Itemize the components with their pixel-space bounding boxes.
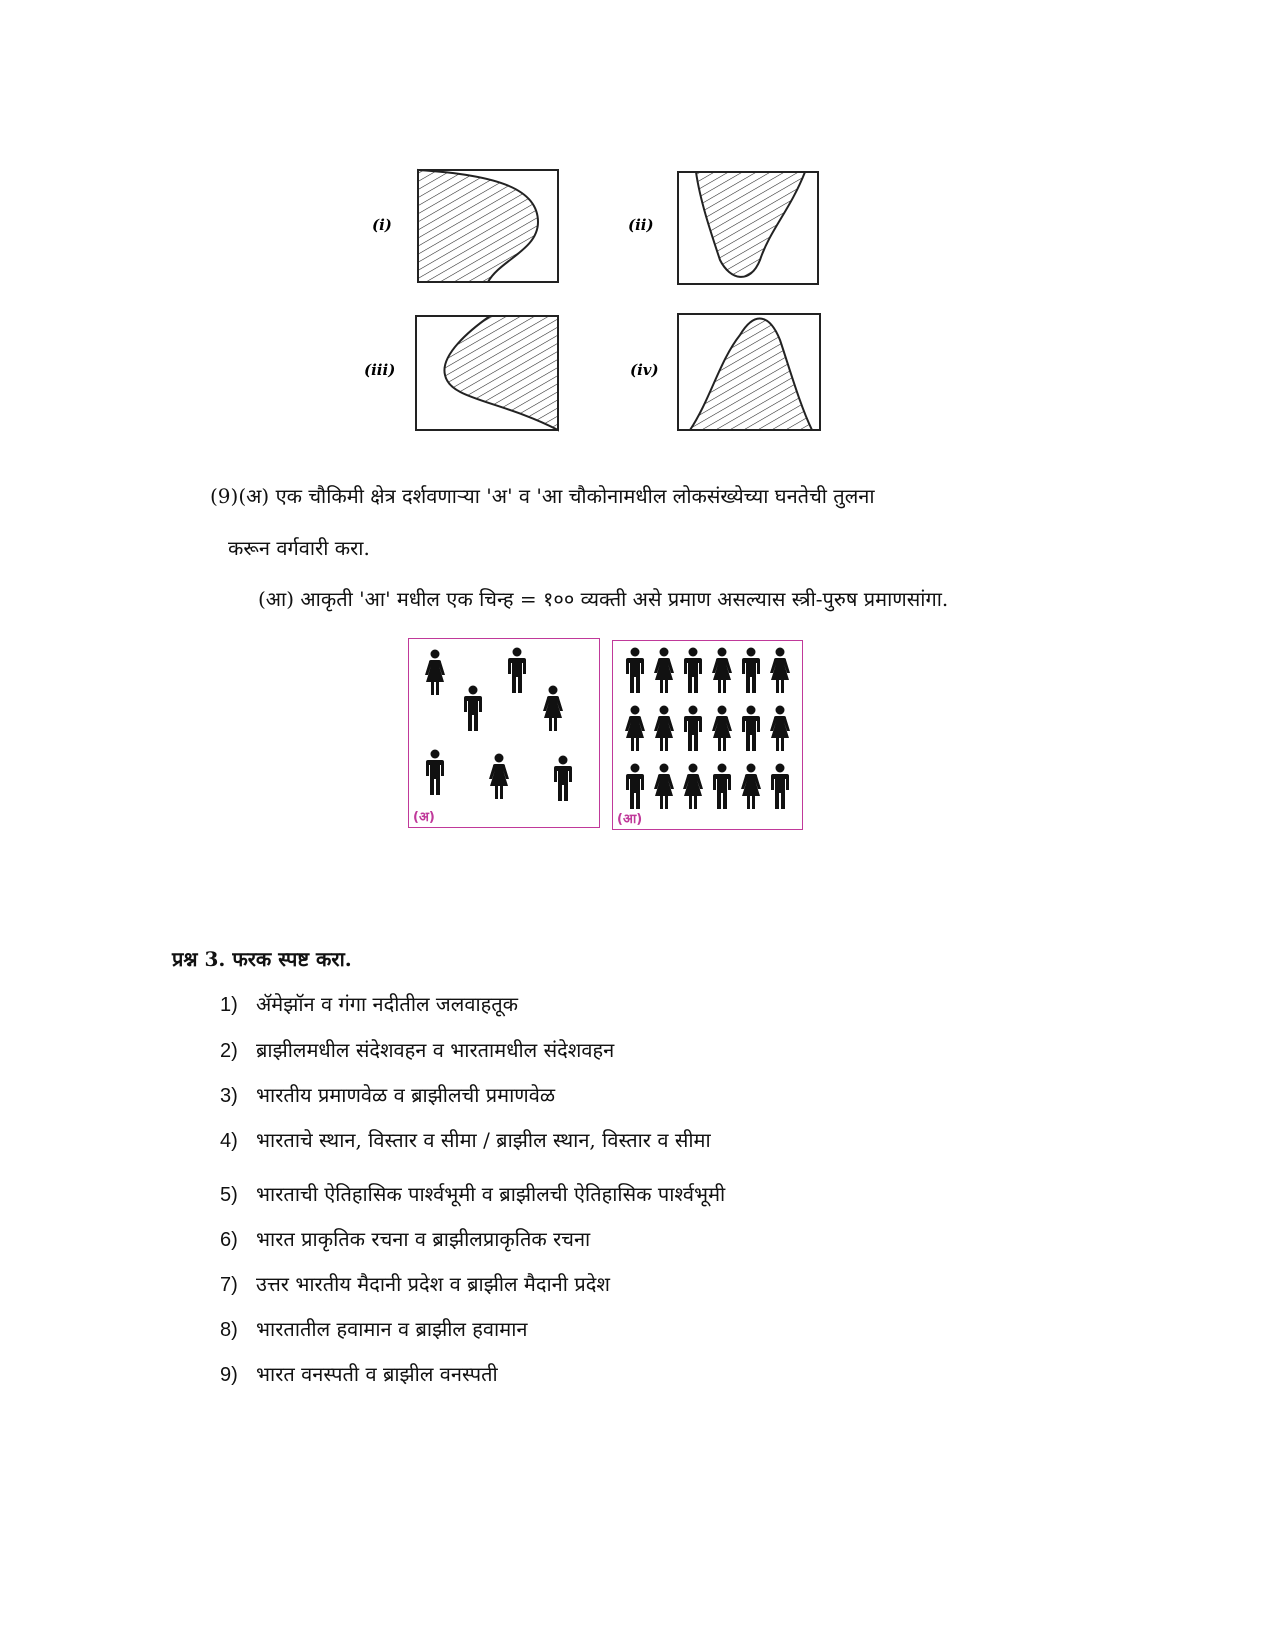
male-person-icon (623, 647, 647, 695)
figure-iv (630, 314, 820, 430)
male-person-icon (710, 763, 734, 811)
female-person-icon (652, 705, 676, 753)
list-item-text: ब्राझीलमधील संदेशवहन व भारतामधील संदेशवहन (256, 1038, 615, 1062)
population-box-a-label: (अ) (413, 810, 435, 825)
figure-label-ii: (ii) (628, 216, 654, 234)
list-item (220, 990, 518, 1017)
female-person-icon (710, 705, 734, 753)
question-9b: (आ) आकृती 'आ' मधील एक चिन्ह = १०० व्यक्ती असे प्रमाण असल्यास स्त्री-पुरुष प्रमाणसांगा. (258, 587, 949, 611)
female-person-icon (739, 763, 763, 811)
male-person-icon (505, 647, 529, 695)
male-person-icon (461, 685, 485, 733)
list-item-number: 3) (220, 1085, 238, 1107)
female-person-icon (652, 763, 676, 811)
list-item-text: भारतातील हवामान व ब्राझील हवामान (256, 1317, 528, 1341)
list-item (220, 1180, 725, 1207)
figure-i (372, 170, 558, 282)
population-box-b (612, 640, 803, 830)
male-person-icon (681, 705, 705, 753)
list-item-text: ॲमेझॉन व गंगा नदीतील जलवाहतूक (256, 992, 519, 1016)
list-item-number: 2) (220, 1040, 238, 1062)
list-item (220, 1126, 711, 1153)
female-person-icon (652, 647, 676, 695)
male-person-icon (768, 763, 792, 811)
question-9a-line1: (9)(अ) एक चौकिमी क्षेत्र दर्शवणाऱ्या 'अ' व 'आ चौकोनामधील लोकसंख्येच्या घनतेची तुलना (210, 484, 875, 508)
list-item (220, 1270, 610, 1297)
list-item-text: भारतीय प्रमाणवेळ व ब्राझीलची प्रमाणवेळ (256, 1083, 556, 1107)
list-item (220, 1360, 498, 1387)
list-item-number: 7) (220, 1274, 238, 1296)
female-person-icon (541, 685, 565, 733)
male-person-icon (623, 763, 647, 811)
female-person-icon (768, 705, 792, 753)
female-person-icon (623, 705, 647, 753)
figure-label-i: (i) (372, 216, 392, 234)
list-item-number: 8) (220, 1319, 238, 1341)
list-item-text: भारताची ऐतिहासिक पार्श्वभूमी व ब्राझीलची ऐतिहासिक पार्श्वभूमी (256, 1182, 726, 1206)
figure-iii (364, 316, 558, 430)
male-person-icon (551, 755, 575, 803)
list-item-text: भारताचे स्थान, विस्तार व सीमा / ब्राझील स्थान, विस्तार व सीमा (256, 1128, 711, 1152)
male-person-icon (681, 647, 705, 695)
female-person-icon (681, 763, 705, 811)
list-item (220, 1315, 527, 1342)
female-person-icon (710, 647, 734, 695)
male-person-icon (739, 647, 763, 695)
male-person-icon (739, 705, 763, 753)
female-person-icon (423, 649, 447, 697)
list-item-text: भारत वनस्पती व ब्राझील वनस्पती (256, 1362, 498, 1386)
male-person-icon (423, 749, 447, 797)
figure-label-iii: (iii) (364, 361, 396, 379)
list-item-text: उत्तर भारतीय मैदानी प्रदेश व ब्राझील मैदानी प्रदेश (256, 1272, 610, 1296)
list-item (220, 1225, 590, 1252)
question-3-heading: प्रश्न 3. फरक स्पष्ट करा. (172, 947, 352, 971)
figure-ii (628, 172, 818, 284)
list-item-number: 1) (220, 994, 238, 1016)
population-box-b-label: (आ) (617, 812, 643, 827)
figure-label-iv: (iv) (630, 361, 659, 379)
list-item-text: भारत प्राकृतिक रचना व ब्राझीलप्राकृतिक रचना (256, 1227, 591, 1251)
list-item (220, 1081, 555, 1108)
female-person-icon (487, 753, 511, 801)
question-9a-line2: करून वर्गवारी करा. (228, 536, 370, 560)
list-item-number: 5) (220, 1184, 238, 1206)
population-pyramid-figures (360, 150, 840, 450)
list-item-number: 6) (220, 1229, 238, 1251)
list-item-number: 4) (220, 1130, 238, 1152)
female-person-icon (768, 647, 792, 695)
list-item (220, 1036, 614, 1063)
list-item-number: 9) (220, 1364, 238, 1386)
population-box-a (408, 638, 600, 828)
